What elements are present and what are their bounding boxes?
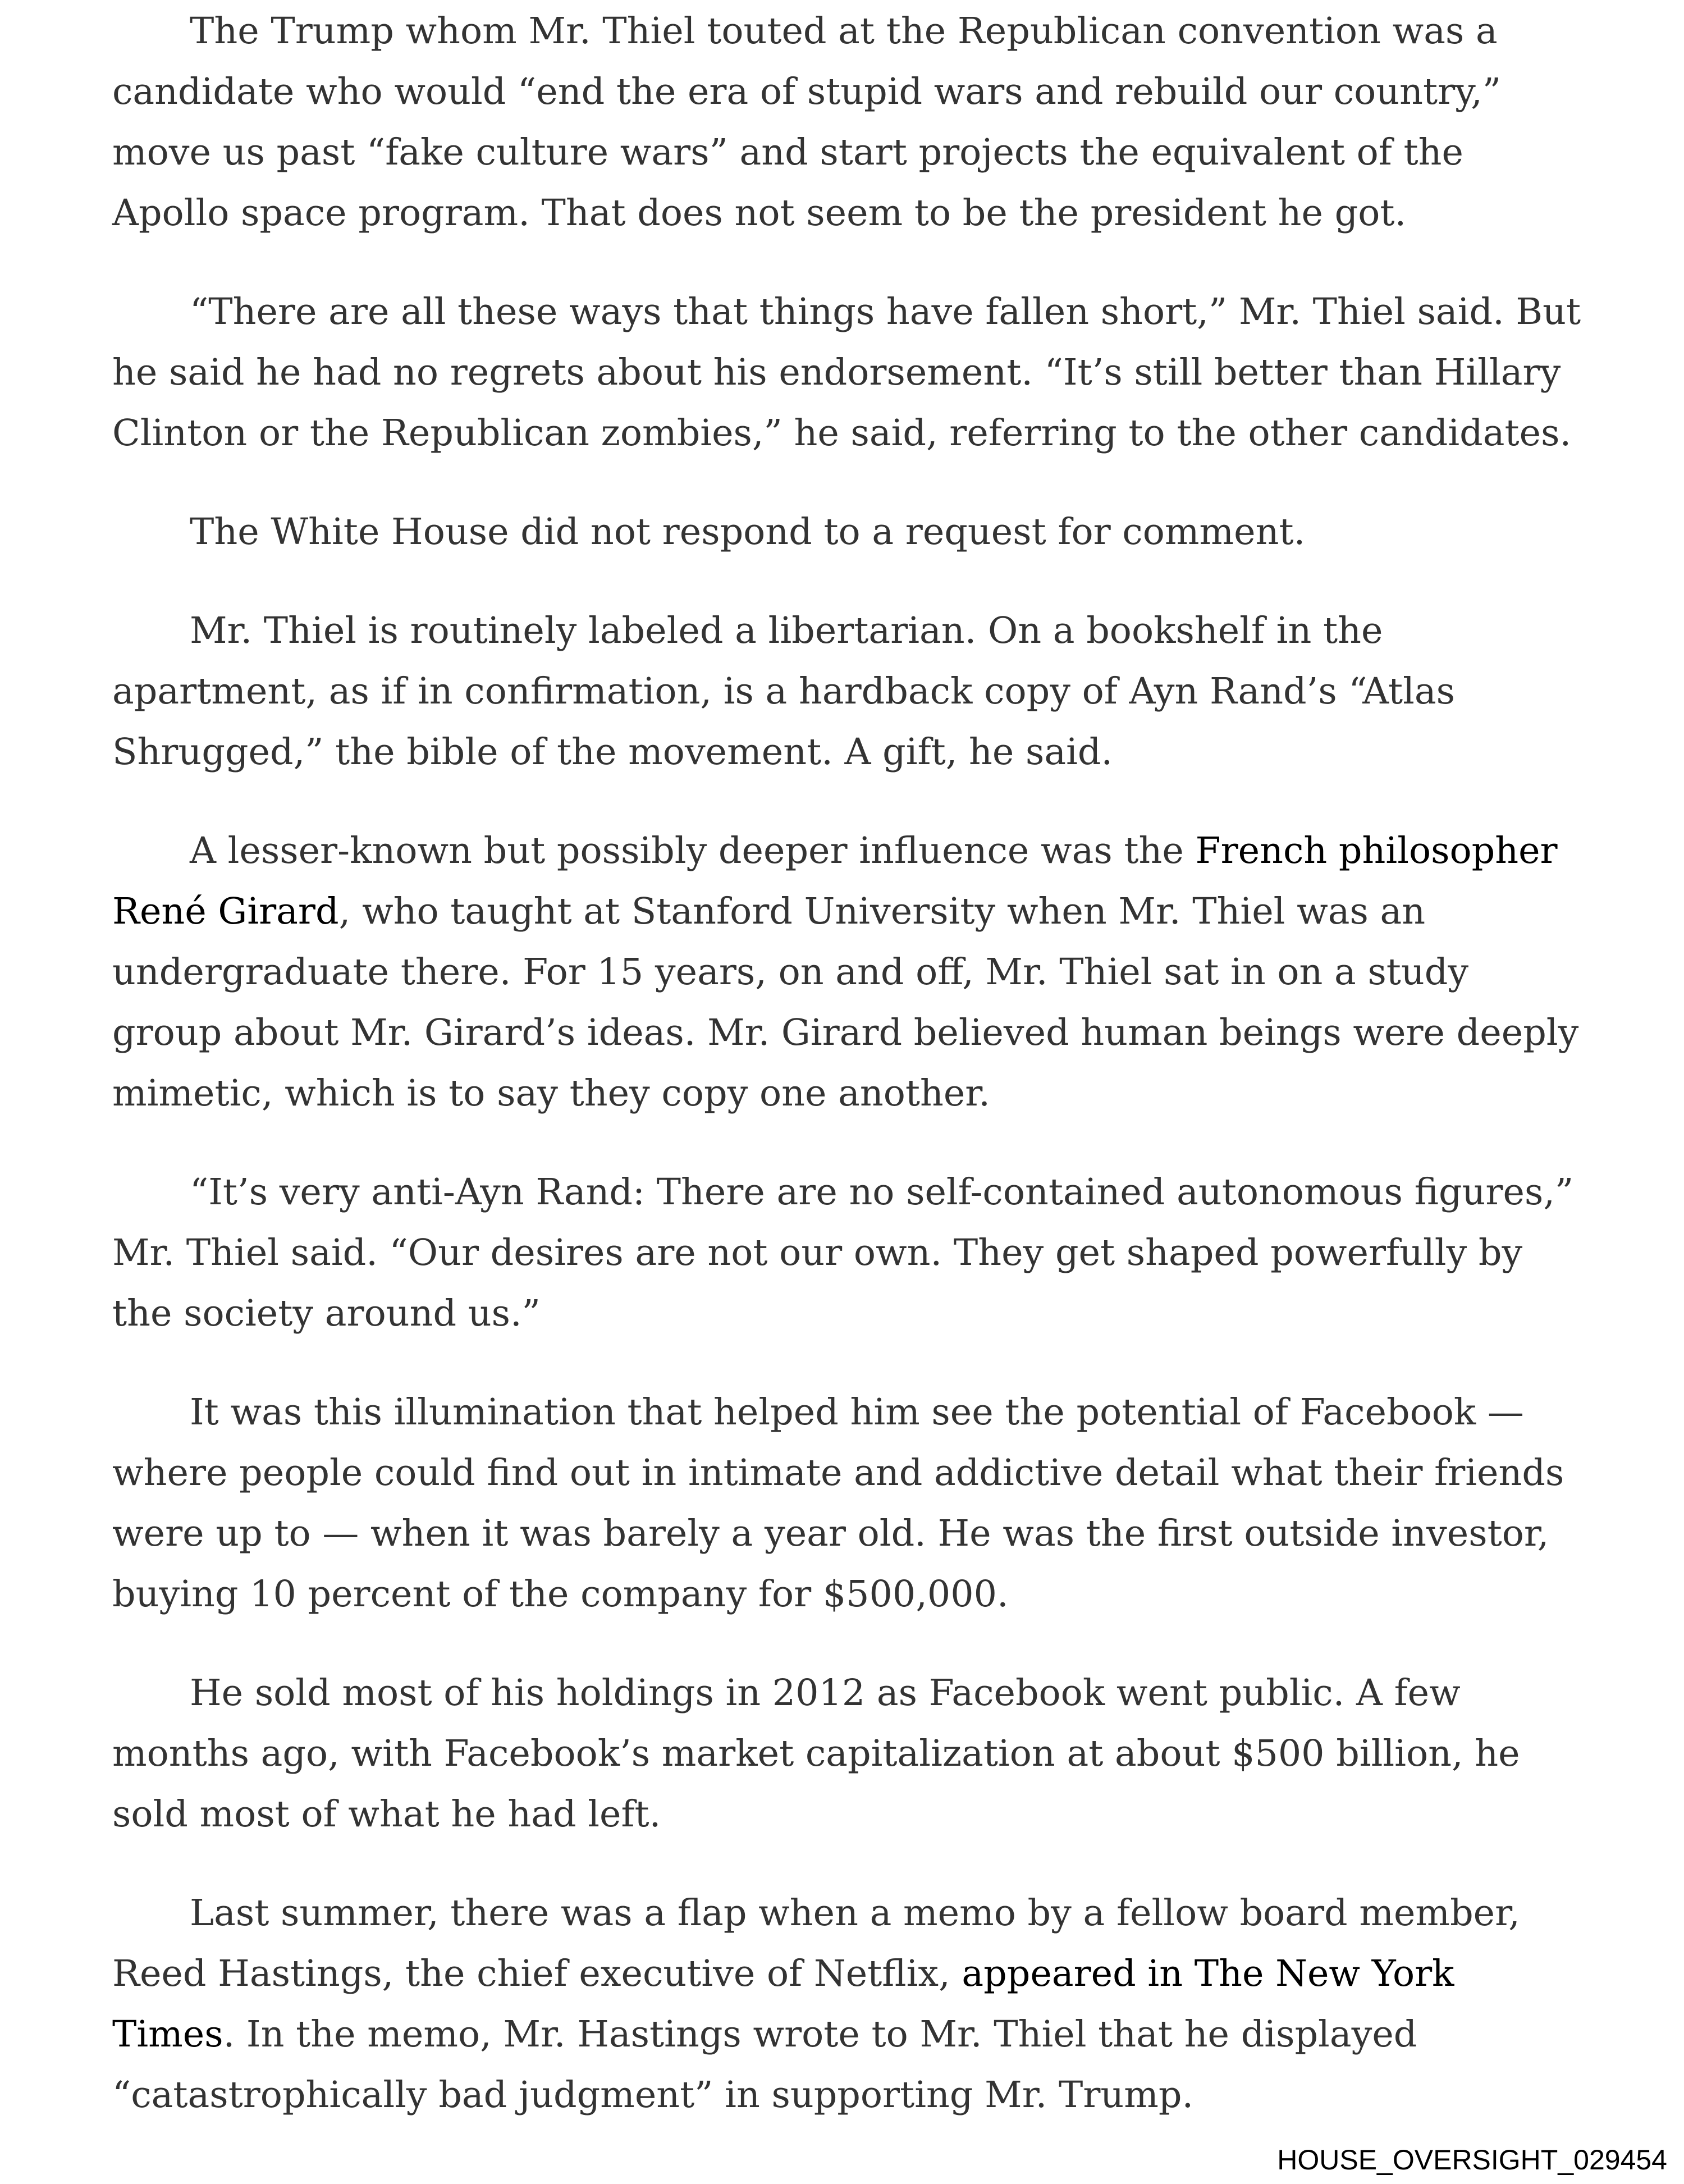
paragraph-sold-holdings: He sold most of his holdings in 2012 as Facebook went public. A few months ago, with Facebook’s market capitalization at about $500 billion, he sold most of what he had left. xyxy=(112,1672,1520,1835)
paragraph-libertarian: Mr. Thiel is routinely labeled a libertarian. On a bookshelf in the apartment, as if in confirmation, is a hardback copy of Ayn Rand’s “Atlas Shrugged,” the bible of the movement. A gift, he said. xyxy=(112,610,1456,773)
article-body xyxy=(112,0,1583,2164)
link-new-york-times[interactable]: appeared in The New York Times xyxy=(112,1953,1454,2055)
paragraph-white-house: The White House did not respond to a request for comment. xyxy=(190,511,1306,553)
paragraph-hastings-before: Last summer, there was a flap when a memo by a fellow board member, Reed Hastings, the chief executive of Netflix, xyxy=(112,1892,1520,1995)
paragraph-fallen-short: “There are all these ways that things have fallen short,” Mr. Thiel said. But he said he had no regrets about his endorsement. “It’s still better than Hillary Clinton or the Republican zombies,” he said, referring to the other candidates. xyxy=(112,291,1581,454)
paragraph-girard xyxy=(112,821,1583,1124)
paragraph-hastings-after: . In the memo, Mr. Hastings wrote to Mr. Thiel that he displayed “catastrophically bad judgment” in supporting Mr. Trump. xyxy=(112,2013,1417,2116)
paragraph-girard-after: , who taught at Stanford University when Mr. Thiel was an undergraduate there. For 15 years, on and off, Mr. Thiel sat in on a study group about Mr. Girard’s ideas. Mr. Girard believed human beings were deeply mimetic, which is to say they copy one another. xyxy=(112,890,1579,1114)
paragraph-facebook-investment: It was this illumination that helped him see the potential of Facebook — where people could find out in intimate and addictive detail what their friends were up to — when it was barely a year old. He was the first outside investor, buying 10 percent of the company for $500,000. xyxy=(112,1391,1564,1615)
paragraph-anti-ayn-rand: “It’s very anti-Ayn Rand: There are no self-contained autonomous figures,” Mr. Thiel said. “Our desires are not our own. They get shaped powerfully by the society around us.” xyxy=(112,1171,1574,1335)
paragraph-hastings-memo xyxy=(112,1883,1583,2126)
paragraph-trump-convention: The Trump whom Mr. Thiel touted at the Republican convention was a candidate who would “end the era of stupid wars and rebuild our country,” move us past “fake culture wars” and start projects the equivalent of the Apollo space program. That does not seem to be the president he got. xyxy=(112,10,1502,234)
link-rene-girard[interactable]: French philosopher René Girard xyxy=(112,830,1558,933)
document-id-stamp: HOUSE_OVERSIGHT_029454 xyxy=(1277,2144,1667,2176)
paragraph-girard-before: A lesser-known but possibly deeper influence was the xyxy=(190,830,1196,872)
